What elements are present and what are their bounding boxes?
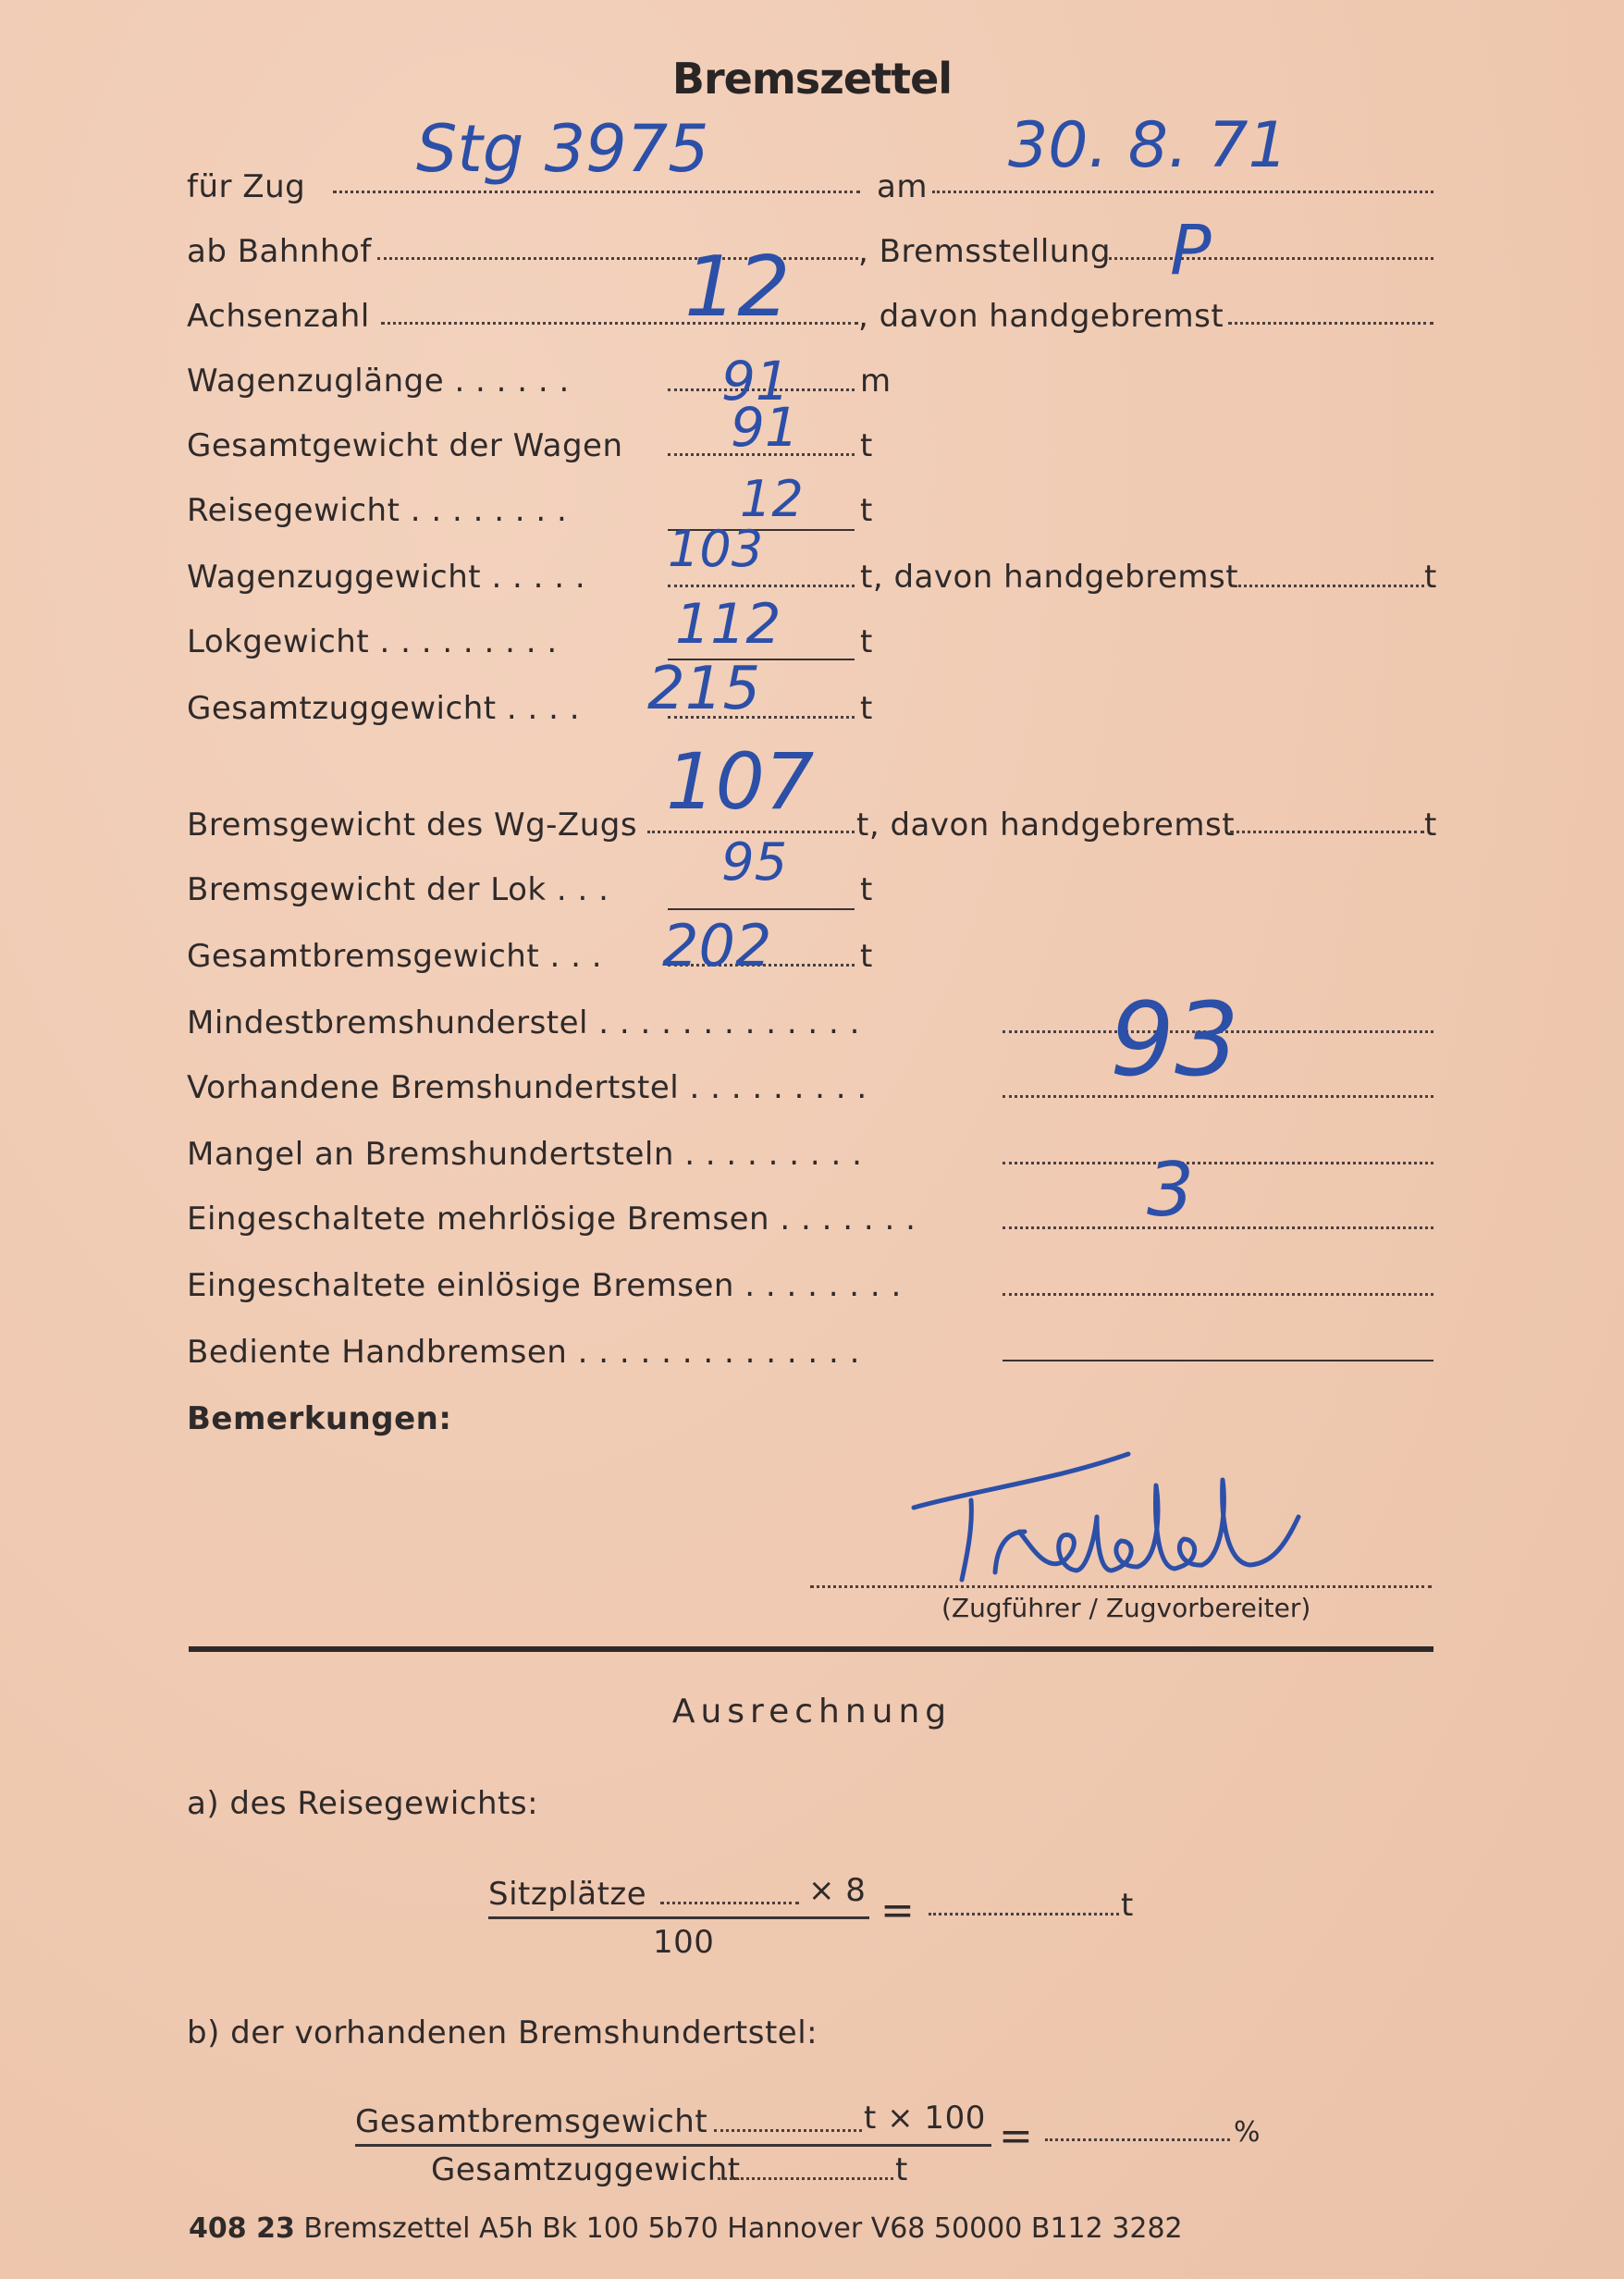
b-gesamtzug-line [718,2177,893,2180]
b-numerator: Gesamtbremsgewicht [355,2103,708,2140]
label-wagenzuggewicht: Wagenzuggewicht . . . . . [187,559,586,596]
a-fraction-bar [488,1916,869,1919]
form-title: Bremszettel [671,54,953,104]
section-divider [189,1646,1433,1652]
hw-mangel: 3 [1147,1147,1194,1233]
a-result-line [929,1913,1119,1916]
label-mangel: Mangel an Bremshundertsteln . . . . . . . . . [187,1136,863,1173]
hw-wagenzuglaenge: 91 [721,350,790,413]
label-bremsstellung: , Bremsstellung [858,233,1111,270]
label-gesamtgewicht-wagen: Gesamtgewicht der Wagen [187,427,623,464]
unit-m: m [860,363,892,400]
hw-wagenzuggewicht: 103 [668,520,764,578]
field-wzg-davon-line [1232,585,1424,587]
label-bemerkungen: Bemerkungen: [187,1400,452,1437]
b-fraction-bar [355,2144,991,2147]
label-wagenzuglaenge: Wagenzuglänge . . . . . . [187,363,570,400]
hw-gesamtgewicht-wagen: 91 [731,396,799,459]
signature-handwritten [906,1443,1332,1600]
unit-t-1: t [860,427,873,464]
label-ab-bahnhof: ab Bahnhof [187,233,372,270]
hw-bremsgewicht-lok: 95 [721,832,788,893]
hw-vorhandene: 93 [1110,980,1239,1099]
b-factor: t × 100 [864,2100,986,2137]
b-result-line [1045,2138,1230,2141]
b-equals: = [999,2113,1034,2160]
unit-t-5: t [860,690,873,727]
hw-achsenzahl: 12 [684,239,791,336]
label-handbremsen: Bediente Handbremsen . . . . . . . . . . . . . . [187,1334,860,1371]
hw-lokgewicht: 112 [675,592,781,657]
label-bremsgewicht-lok: Bremsgewicht der Lok . . . [187,871,609,908]
footer-text: Bremszettel A5h Bk 100 5b70 Hannover V68 50000 B112 3282 [303,2212,1183,2245]
field-bremsstellung-line [1102,257,1433,260]
label-achsenzahl: Achsenzahl [187,298,370,335]
unit-t-4: t [860,623,873,660]
hw-datum: 30. 8. 71 [1008,109,1288,182]
label-gesamtbremsgewicht: Gesamtbremsgewicht . . . [187,938,603,975]
label-b-bremshundertstel: b) der vorhandenen Bremshundertstel: [187,2014,818,2051]
label-achs-davon: , davon handgebremst [858,298,1224,335]
hw-zug: Stg 3975 [416,111,709,187]
field-achs-davon-line [1228,322,1433,325]
label-lokgewicht: Lokgewicht . . . . . . . . . [187,623,558,660]
b-gesamtbrems-line [714,2129,862,2132]
a-factor: × 8 [808,1872,867,1909]
unit-t-7: t [860,871,873,908]
a-denominator: 100 [653,1924,715,1961]
a-unit-t: t [1121,1887,1134,1924]
field-mehrloesig-line [1003,1226,1433,1229]
unit-t-8: t [860,938,873,975]
ausrechnung-heading: Ausrechnung [671,1693,953,1731]
label-am: am [877,168,928,205]
unit-t-2: t [860,492,873,529]
field-bgw-davon-line [1230,831,1424,833]
footer-code: 408 23 [189,2212,295,2245]
label-reisegewicht: Reisegewicht . . . . . . . . [187,492,568,529]
unit-t-3: t [1424,559,1437,596]
sum-line-3 [668,908,855,910]
label-wzg-davon: t, davon handgebremst [860,559,1239,596]
hw-gesamtbremsgewicht: 202 [662,912,772,979]
label-a-reisegewicht: a) des Reisegewichts: [187,1785,539,1822]
a-sitzplaetze-line [660,1902,799,1904]
b-percent: % [1234,2116,1261,2149]
unit-t-6: t [1424,807,1437,844]
hw-bremsgewicht-wg: 107 [666,736,815,827]
label-bgw-davon: t, davon handgebremst [856,807,1236,844]
label-vorhandene: Vorhandene Bremshundertstel . . . . . . . . . [187,1069,867,1106]
label-mindest: Mindestbremshunderstel . . . . . . . . . . . . . [187,1004,860,1041]
form-footer [189,2212,1183,2245]
label-mehrloesig: Eingeschaltete mehrlösige Bremsen . . . . . . . [187,1201,917,1238]
a-numerator: Sitzplätze [488,1876,647,1913]
b-denominator: Gesamtzuggewicht [431,2151,741,2188]
field-einloesig-line [1003,1293,1433,1296]
b-unit-t: t [895,2151,908,2188]
label-bremsgewicht-wg: Bremsgewicht des Wg-Zugs [187,807,638,844]
field-handbremsen-line [1003,1360,1433,1361]
label-fuer-zug: für Zug [187,168,306,205]
field-wagenzuggewicht-line [668,585,855,587]
a-equals: = [880,1887,916,1934]
label-gesamtzuggewicht: Gesamtzuggewicht . . . . [187,690,581,727]
label-einloesig: Eingeschaltete einlösige Bremsen . . . . . . . . [187,1267,902,1304]
hw-bremsstellung: P [1170,211,1212,290]
hw-reisegewicht: 12 [740,470,804,528]
signature-line [810,1585,1432,1588]
field-datum-line [932,191,1433,193]
hw-gesamtzuggewicht: 215 [647,655,761,723]
signature-caption: (Zugführer / Zugvorbereiter) [941,1593,1311,1623]
field-mangel-line [1003,1162,1433,1164]
field-zug-line [333,191,860,193]
